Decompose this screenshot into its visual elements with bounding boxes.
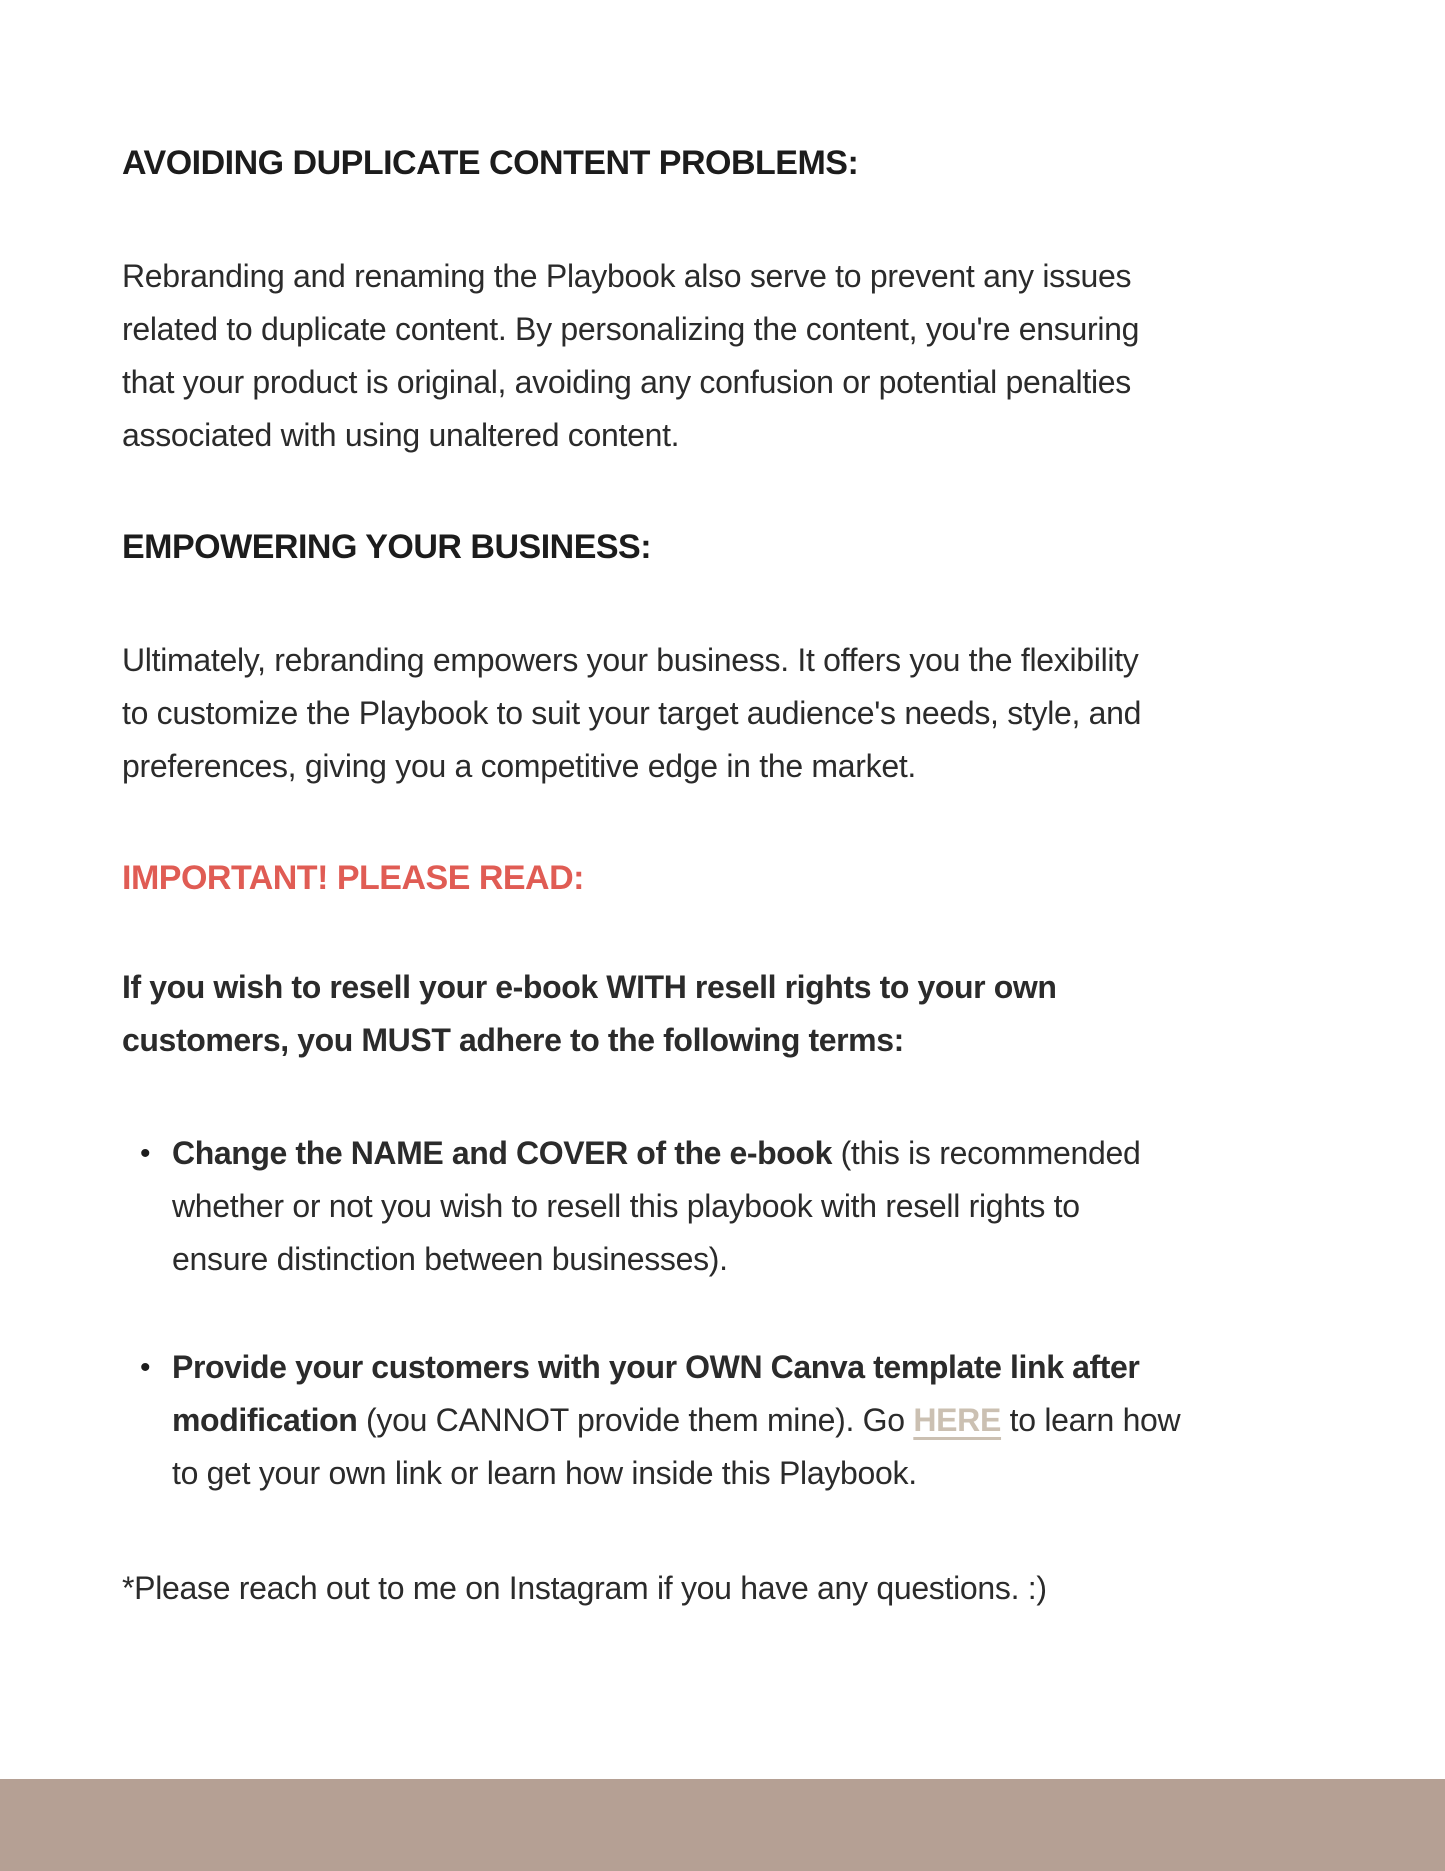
footer-color-bar bbox=[0, 1779, 1445, 1871]
text-line bbox=[172, 1127, 1345, 1180]
text-line: Ultimately, rebranding empowers your business. It offers you the flexibility bbox=[122, 642, 1139, 678]
paragraph-resell-terms-intro bbox=[122, 961, 1345, 1067]
bullet-regular-text: to learn how bbox=[1001, 1402, 1181, 1438]
here-link[interactable]: HERE bbox=[913, 1402, 1002, 1438]
text-line: ensure distinction between businesses). bbox=[172, 1241, 728, 1277]
bullet-dot-icon: • bbox=[140, 1137, 151, 1170]
bullet-regular-text: (you CANNOT provide them mine). Go bbox=[357, 1402, 914, 1438]
heading-avoiding-duplicate-content: AVOIDING DUPLICATE CONTENT PROBLEMS: bbox=[122, 144, 859, 182]
bullet-bold-text: Change the NAME and COVER of the e-book bbox=[172, 1135, 832, 1171]
text-line: Rebranding and renaming the Playbook also serve to prevent any issues bbox=[122, 258, 1132, 294]
text-line: to customize the Playbook to suit your target audience's needs, style, and bbox=[122, 695, 1142, 731]
text-line: whether or not you wish to resell this playbook with resell rights to bbox=[172, 1188, 1080, 1224]
paragraph-empowering-your-business bbox=[122, 634, 1345, 793]
text-line: associated with using unaltered content. bbox=[122, 417, 680, 453]
paragraph-avoiding-duplicate-content bbox=[122, 250, 1345, 462]
text-line: preferences, giving you a competitive edge in the market. bbox=[122, 748, 917, 784]
text-line: related to duplicate content. By personalizing the content, you're ensuring bbox=[122, 311, 1140, 347]
text-line: to get your own link or learn how inside this Playbook. bbox=[172, 1455, 917, 1491]
text-line: If you wish to resell your e-book WITH resell rights to your own bbox=[122, 969, 1057, 1005]
text-line: Provide your customers with your OWN Canva template link after bbox=[172, 1349, 1140, 1385]
bullet-regular-text: (this is recommended bbox=[831, 1135, 1141, 1171]
bullet-bold-text: modification bbox=[172, 1402, 358, 1438]
text-line: customers, you MUST adhere to the following terms: bbox=[122, 1022, 904, 1058]
bullet-item-own-canva-link bbox=[122, 1341, 1345, 1500]
bullet-item-change-name-cover bbox=[122, 1127, 1345, 1286]
text-line: that your product is original, avoiding any confusion or potential penalties bbox=[122, 364, 1131, 400]
instagram-footnote: *Please reach out to me on Instagram if you have any questions. :) bbox=[122, 1570, 1047, 1606]
heading-important-please-read: IMPORTANT! PLEASE READ: bbox=[122, 859, 584, 897]
text-line bbox=[172, 1394, 1345, 1447]
bullet-dot-icon: • bbox=[140, 1351, 151, 1384]
heading-empowering-your-business: EMPOWERING YOUR BUSINESS: bbox=[122, 528, 652, 566]
resell-terms-list bbox=[122, 1127, 1345, 1500]
